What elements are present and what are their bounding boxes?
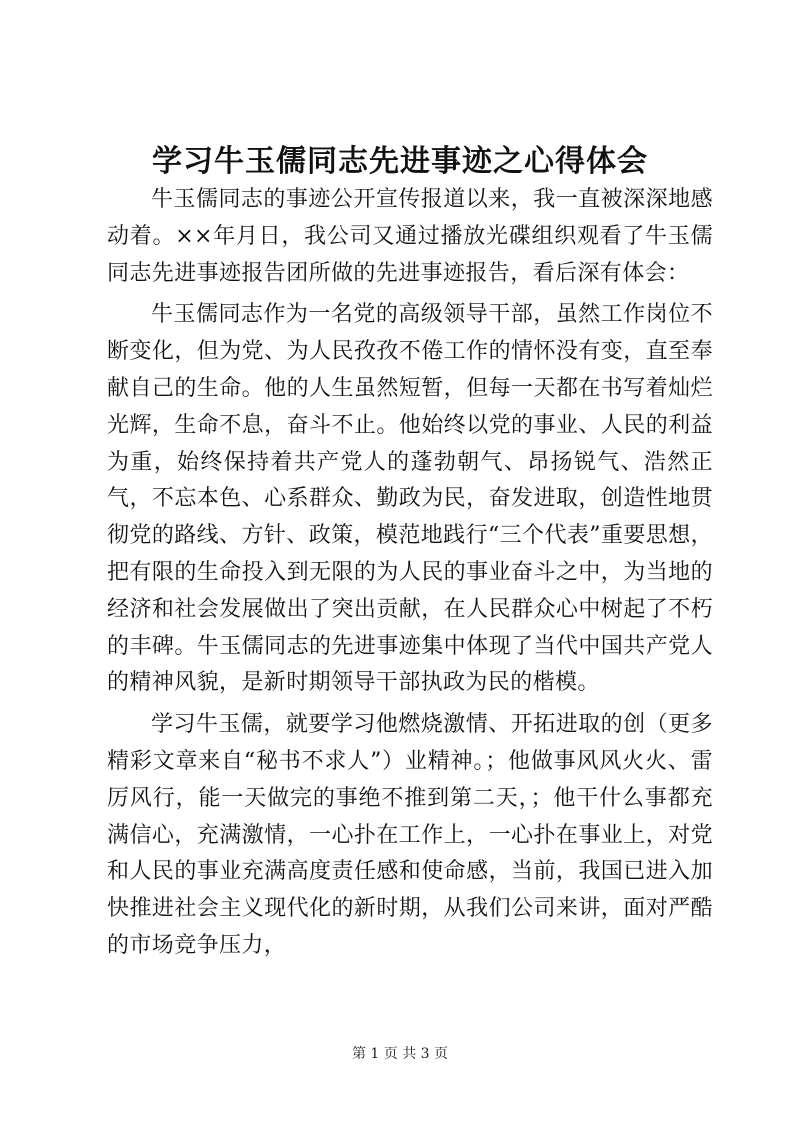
page-footer: 第 1 页 共 3 页 <box>351 1046 449 1062</box>
paragraph-2: 牛玉儒同志作为一名党的高级领导干部，虽然工作岗位不断变化，但为党、为人民孜孜不倦工作的情怀没有变，直至奉献自己的生命。他的人生虽然短暂，但每一天都在书写着灿烂光辉，生命不息，奋斗不止。他始终以党的事业、人民的利益为重，始终保持着共产党人的蓬勃朝气、昂扬锐气、浩然正气，不忘本色、心系群众、勤政为民，奋发进取，创造性地贯彻党的路线、方针、政策，模范地践行“三个代表”重要思想，把有限的生命投入到无限的为人民的事业奋斗之中，为当地的经济和社会发展做出了突出贡献，在人民群众心中树起了不朽的丰碑。牛玉儒同志的先进事迹集中体现了当代中国共产党人的精神风貌，是新时期领导干部执政为民的楷模。 <box>107 302 713 696</box>
document-title: 学习牛玉儒同志先进事迹之心得体会 <box>152 144 648 179</box>
paragraph-1: 牛玉儒同志的事迹公开宣传报道以来，我一直被深深地感动着。××年月日，我公司又通过播放光碟组织观看了牛玉儒同志先进事迹报告团所做的先进事迹报告，看后深有体会： <box>107 187 713 286</box>
paragraph-3: 学习牛玉儒，就要学习他燃烧激情、开拓进取的创（更多精彩文章来自“秘书不求人”）业精神。；他做事风风火火、雷厉风行，能一天做完的事绝不推到第二天，；他干什么事都充满信心，充满激情，一心扑在工作上，一心扑在事业上，对党和人民的事业充满高度责任感和使命感，当前，我国已进入加快推进社会主义现代化的新时期，从我们公司来讲，面对严酷的市场竞争压力， <box>107 712 713 958</box>
document-body <box>107 182 713 965</box>
